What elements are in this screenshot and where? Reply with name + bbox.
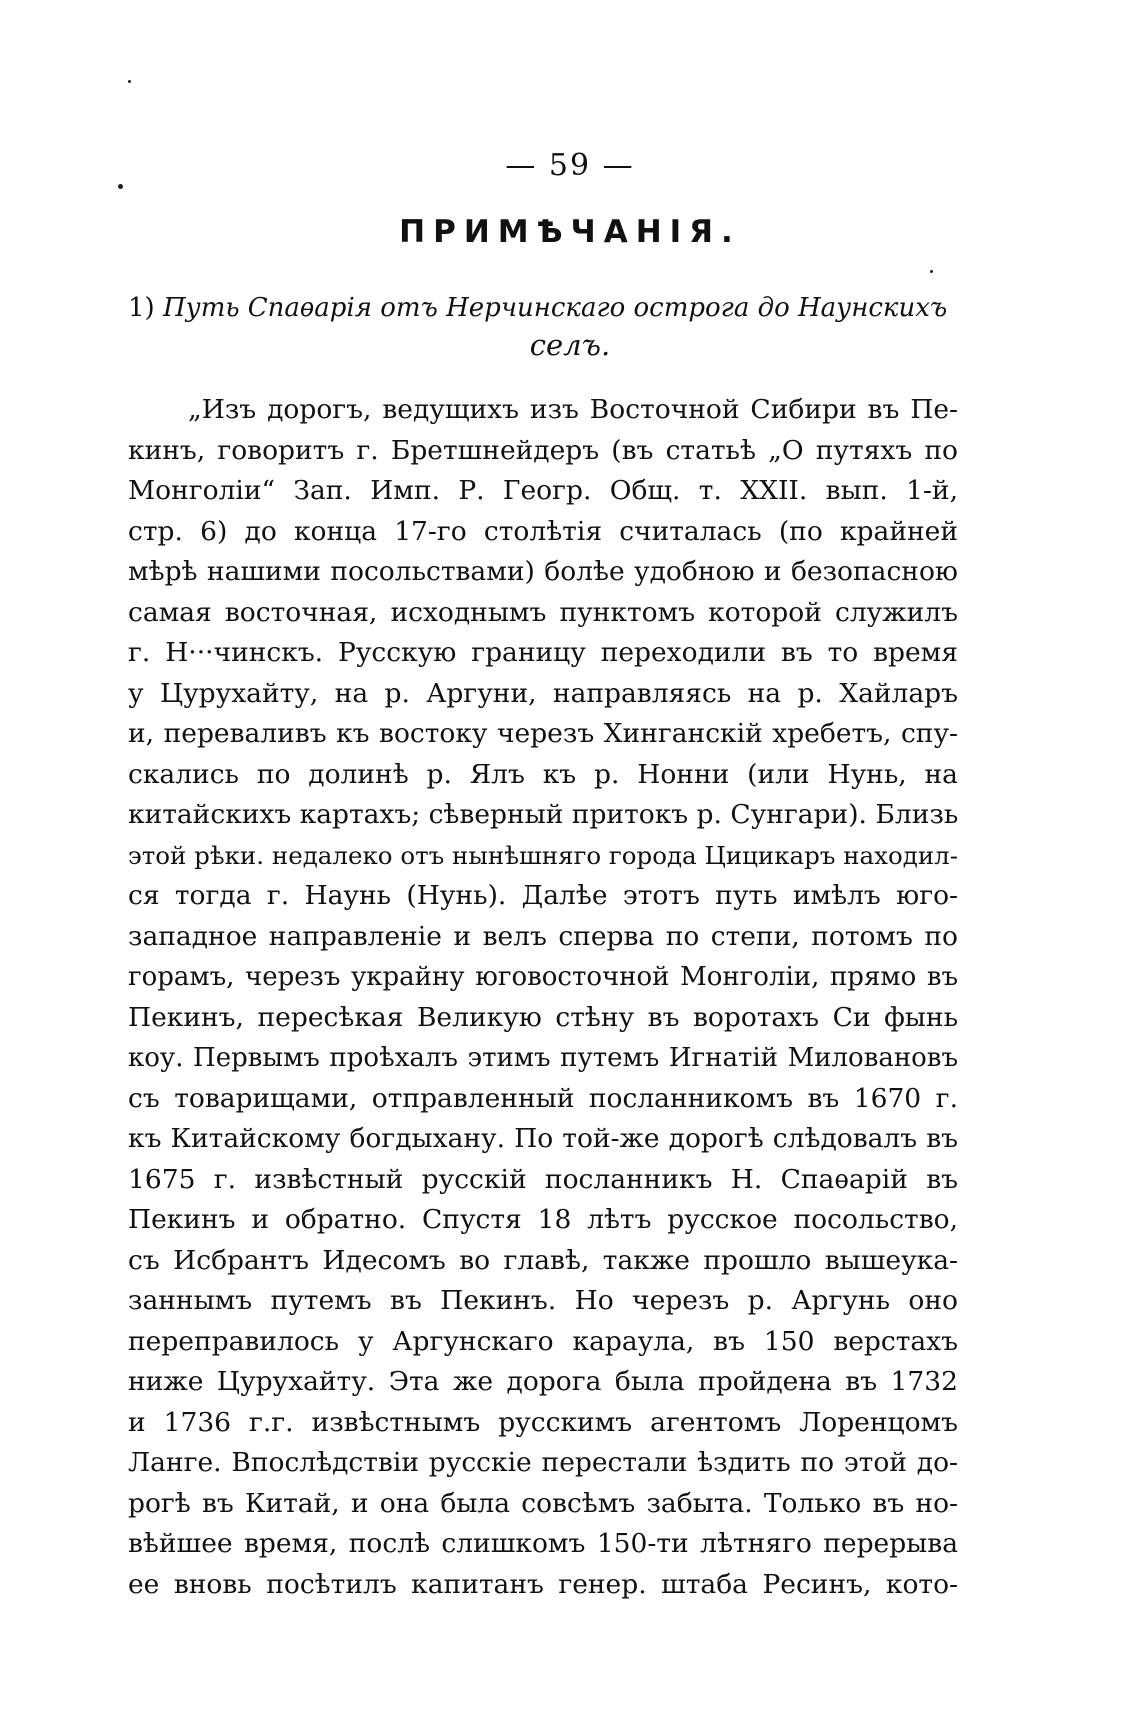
page-number: — 59 —	[505, 148, 635, 183]
text-line: ся тогда г. Наунь (Нунь). Далѣе этотъ путь имѣлъ юго-	[128, 880, 958, 911]
print-speck	[128, 80, 131, 83]
text-line: Монголіи“ Зап. Имп. Р. Геогр. Общ. т. XXII. вып. 1-й,	[128, 475, 958, 506]
body-text	[128, 390, 958, 1605]
text-line: Ланге. Впослѣдствіи русскіе перестали ѣздить по этой до-	[128, 1447, 958, 1478]
text-line: съ Исбрантъ Идесомъ во главѣ, также прошло вышеука-	[128, 1244, 958, 1276]
note-title-line-1: Путь Спаѳарія отъ Нерчинскаго острога до Наунскихъ	[162, 293, 948, 323]
text-line: горамъ, черезъ украйну юговосточной Монголіи, прямо въ	[128, 962, 958, 992]
text-line: и, переваливъ къ востоку черезъ Хинганскій хребетъ, спу-	[128, 718, 958, 749]
text-line: г. Н···чинскъ. Русскую границу переходили въ то время	[128, 637, 958, 668]
text-line: скались по долинѣ р. Ялъ къ р. Нонни (или Нунь, на	[128, 758, 958, 790]
text-line: съ товарищами, отправленный посланникомъ въ 1670 г.	[128, 1082, 958, 1114]
note-number: 1)	[128, 293, 155, 323]
text-line: Пекинъ, пересѣкая Великую стѣну въ воротахъ Си фынь	[128, 1001, 958, 1033]
text-line: переправилось у Аргунскаго караула, въ 150 верстахъ	[128, 1325, 958, 1357]
text-line: рогѣ въ Китай, и она была совсѣмъ забыта. Только въ но-	[128, 1487, 958, 1519]
note-title-line-2: селъ.	[529, 328, 611, 362]
text-line: стр. 6) до конца 17-го столѣтія считалась (по крайней	[128, 515, 958, 547]
text-line: китайскихъ картахъ; сѣверный притокъ р. Сунгари). Близь	[128, 799, 958, 830]
text-line: Пекинъ и обратно. Спустя 18 лѣтъ русское посольство,	[128, 1204, 958, 1235]
text-line: западное направленіе и велъ сперва по степи, потомъ по	[128, 920, 958, 952]
note-title	[128, 288, 958, 328]
text-line: у Цурухайту, на р. Аргуни, направляясь на р. Хайларъ	[128, 677, 958, 709]
section-heading: ПРИМѢЧАНІЯ.	[399, 214, 741, 250]
print-speck	[930, 270, 933, 273]
print-speck	[118, 184, 123, 189]
text-line: ее вновь посѣтилъ капитанъ генер. штаба Ресинъ, кото-	[128, 1568, 958, 1600]
text-line: мѣрѣ нашими посольствами) болѣе удобною и безопасною	[128, 556, 958, 587]
text-line: ниже Цурухайту. Эта же дорога была пройдена въ 1732	[128, 1366, 958, 1397]
text-line: кинъ, говоритъ г. Бретшнейдеръ (въ статьѣ „О путяхъ по	[128, 434, 958, 466]
text-line: и 1736 г.г. извѣстнымъ русскимъ агентомъ Лоренцомъ	[128, 1406, 958, 1438]
text-line: вѣйшее время, послѣ слишкомъ 150-ти лѣтняго перерыва	[128, 1528, 958, 1559]
text-line: „Изъ дорогъ, ведущихъ изъ Восточной Сибири въ Пе-	[188, 394, 958, 425]
text-line: этой рѣки. недалеко отъ нынѣшняго города Цицикаръ находил-	[128, 840, 958, 870]
text-line: заннымъ путемъ въ Пекинъ. Но черезъ р. Аргунь оно	[128, 1285, 958, 1316]
text-line: самая восточная, исходнымъ пунктомъ которой служилъ	[128, 596, 958, 628]
text-line: коу. Первымъ проѣхалъ этимъ путемъ Игнатій Миловановъ	[128, 1043, 958, 1073]
text-line: 1675 г. извѣстный русскій посланникъ Н. Спаѳарій въ	[128, 1163, 958, 1195]
text-line: къ Китайскому богдыхану. По той-же дорогѣ слѣдовалъ въ	[128, 1123, 958, 1154]
